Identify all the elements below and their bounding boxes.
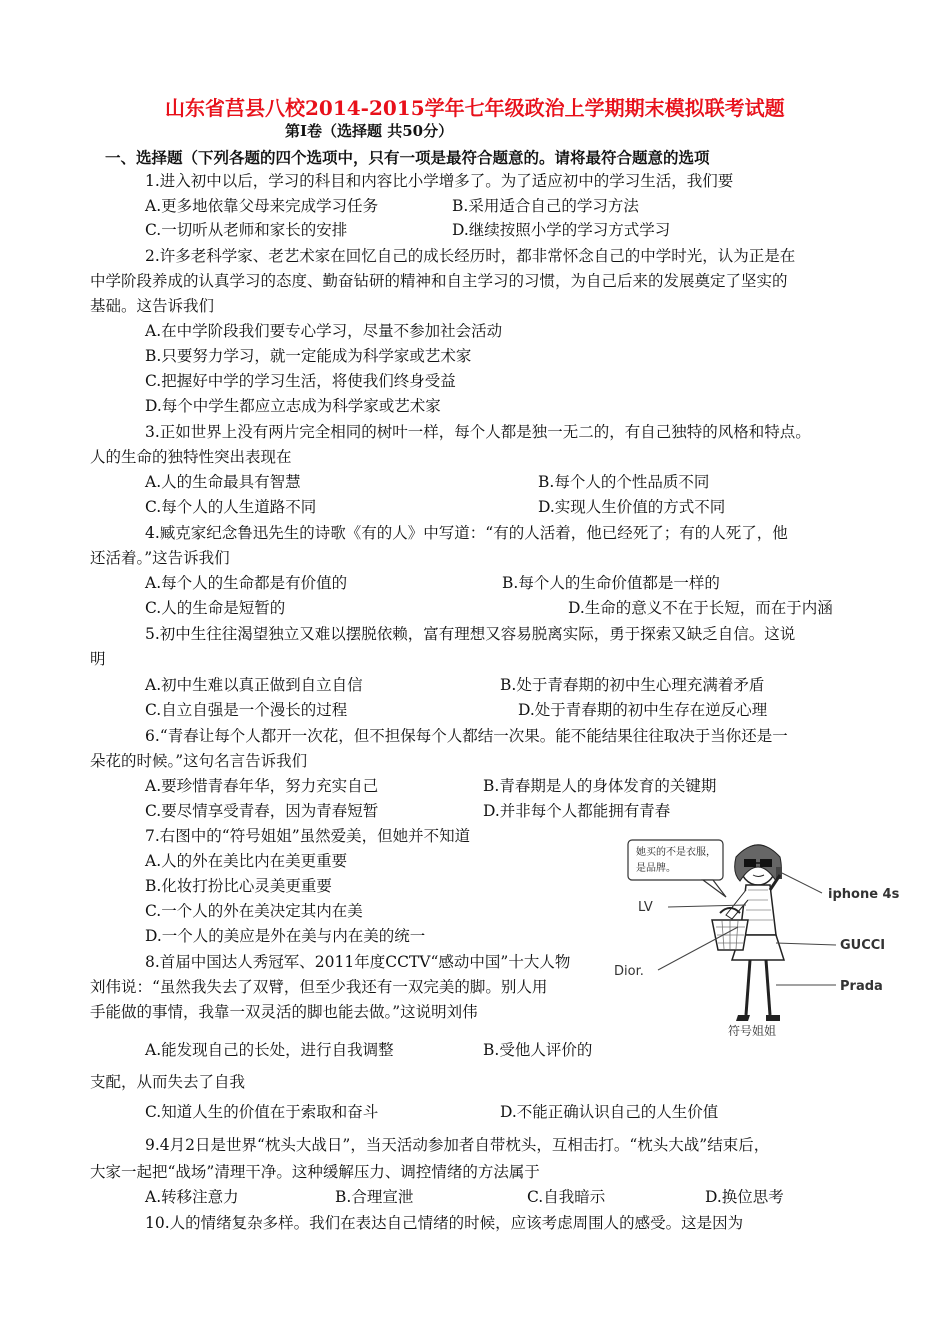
- question-9-stem-cont: 大家一起把“战场”清理干净。这种缓解压力、调控情绪的方法属于: [90, 1163, 540, 1181]
- q1-option-b: B.采用适合自己的学习方法: [452, 197, 639, 215]
- section-heading: 一、选择题（下列各题的四个选项中，只有一项是最符合题意的。请将最符合题意的选项: [105, 148, 710, 167]
- q7-option-b: B.化妆打扮比心灵美更重要: [145, 877, 332, 895]
- label-gucci: GUCCI: [840, 938, 886, 953]
- speech-text: 她买的不是衣服，: [636, 847, 716, 858]
- cartoon-drawing: [608, 835, 908, 1040]
- q3-option-a: A.人的生命最具有智慧: [145, 473, 301, 491]
- q8-option-b: B.受他人评价的: [483, 1041, 593, 1059]
- question-8-stem: 8.首届中国达人秀冠军、2011年度CCTV“感动中国”十大人物: [145, 953, 571, 971]
- q1-option-d: D.继续按照小学的学习方式学习: [452, 221, 671, 239]
- question-8-stem-cont: 手能做的事情，我靠一双灵活的脚也能去做。”这说明刘伟: [90, 1003, 478, 1021]
- q8-option-d: D.不能正确认识自己的人生价值: [500, 1103, 719, 1121]
- question-3-stem: 3.正如世界上没有两片完全相同的树叶一样，每个人都是独一无二的，有自己独特的风格和特点。: [145, 423, 811, 441]
- q3-option-d: D.实现人生价值的方式不同: [538, 498, 726, 516]
- q6-option-b: B.青春期是人的身体发育的关键期: [483, 777, 717, 795]
- question-7-stem: 7.右图中的“符号姐姐”虽然爱美，但她并不知道: [145, 827, 471, 845]
- question-5-stem: 5.初中生往往渴望独立又难以摆脱依赖，富有理想又容易脱离实际，勇于探索又缺乏自信。这说: [145, 625, 796, 643]
- q9-option-c: C.自我暗示: [527, 1188, 606, 1206]
- q6-option-d: D.并非每个人都能拥有青春: [483, 802, 671, 820]
- q7-option-c: C.一个人的外在美决定其内在美: [145, 902, 363, 920]
- question-2-stem-cont: 基础。这告诉我们: [90, 297, 215, 315]
- exam-title: 山东省莒县八校2014-2015学年七年级政治上学期期末模拟联考试题: [165, 96, 785, 120]
- label-lv: LV: [638, 900, 653, 915]
- speech-text: 是品牌。: [636, 863, 676, 874]
- question-1-stem: 1.进入初中以后，学习的科目和内容比小学增多了。为了适应初中的学习生活，我们要: [145, 172, 734, 190]
- figure-caption: 符号姐姐: [728, 1024, 777, 1038]
- q2-option-d: D.每个中学生都应立志成为科学家或艺术家: [145, 397, 441, 415]
- question-3-stem-cont: 人的生命的独特性突出表现在: [90, 448, 292, 466]
- q9-option-a: A.转移注意力: [145, 1188, 239, 1206]
- question-2-stem-cont: 中学阶段养成的认真学习的态度、勤奋钻研的精神和自主学习的习惯，为自己后来的发展奠定了坚实的: [90, 272, 788, 290]
- label-dior: Dior.: [614, 964, 644, 979]
- question-5-stem-cont: 明: [90, 650, 106, 668]
- q4-option-b: B.每个人的生命价值都是一样的: [502, 574, 720, 592]
- question-6-stem-cont: 朵花的时候。”这句名言告诉我们: [90, 752, 308, 770]
- q7-option-a: A.人的外在美比内在美更重要: [145, 852, 348, 870]
- question-6-stem: 6.“青春让每个人都开一次花，但不担保每个人都结一次果。能不能结果往往取决于当你还是一: [145, 727, 788, 745]
- question-4-stem: 4.臧克家纪念鲁迅先生的诗歌《有的人》中写道：“有的人活着，他已经死了；有的人死了，他: [145, 524, 788, 542]
- q2-option-a: A.在中学阶段我们要专心学习，尽量不参加社会活动: [145, 322, 503, 340]
- q9-option-b: B.合理宣泄: [335, 1188, 414, 1206]
- q4-option-d: D.生命的意义不在于长短，而在于内涵: [568, 599, 833, 617]
- q4-option-a: A.每个人的生命都是有价值的: [145, 574, 348, 592]
- q7-option-d: D.一个人的美应是外在美与内在美的统一: [145, 927, 426, 945]
- q8-option-b-cont: 支配，从而失去了自我: [90, 1073, 246, 1091]
- q1-option-a: A.更多地依靠父母来完成学习任务: [145, 197, 379, 215]
- q3-option-c: C.每个人的人生道路不同: [145, 498, 317, 516]
- q5-option-b: B.处于青春期的初中生心理充满着矛盾: [500, 676, 765, 694]
- q8-option-c: C.知道人生的价值在于索取和奋斗: [145, 1103, 379, 1121]
- q5-option-c: C.自立自强是一个漫长的过程: [145, 701, 348, 719]
- q5-option-a: A.初中生难以真正做到自立自信: [145, 676, 363, 694]
- part-heading: 第Ⅰ卷（选择题 共50分）: [285, 122, 454, 140]
- question-8-stem-cont: 刘伟说：“虽然我失去了双臂，但至少我还有一双完美的脚。别人用: [90, 978, 548, 996]
- question-2-stem: 2.许多老科学家、老艺术家在回忆自己的成长经历时，都非常怀念自己的中学时光，认为正是在: [145, 247, 796, 265]
- speech-bubble: [628, 840, 723, 880]
- question-10-stem: 10.人的情绪复杂多样。我们在表达自己情绪的时候，应该考虑周围人的感受。这是因为: [145, 1214, 744, 1232]
- label-prada: Prada: [840, 979, 883, 994]
- sunglasses: [744, 859, 756, 867]
- q5-option-d: D.处于青春期的初中生存在逆反心理: [518, 701, 768, 719]
- q8-option-a: A.能发现自己的长处，进行自我调整: [145, 1041, 394, 1059]
- q2-option-b: B.只要努力学习，就一定能成为科学家或艺术家: [145, 347, 472, 365]
- q6-option-c: C.要尽情享受青春，因为青春短暂: [145, 802, 379, 820]
- question-4-stem-cont: 还活着。”这告诉我们: [90, 549, 230, 567]
- q4-option-c: C.人的生命是短暂的: [145, 599, 286, 617]
- q1-option-c: C.一切听从老师和家长的安排: [145, 221, 348, 239]
- q9-option-d: D.换位思考: [705, 1188, 784, 1206]
- cartoon-figure: [608, 835, 908, 1040]
- q6-option-a: A.要珍惜青春年华，努力充实自己: [145, 777, 379, 795]
- q2-option-c: C.把握好中学的学习生活，将使我们终身受益: [145, 372, 456, 390]
- label-iphone: iphone 4s: [828, 887, 900, 902]
- q3-option-b: B.每个人的个性品质不同: [538, 473, 710, 491]
- question-9-stem: 9.4月2日是世界“枕头大战日”，当天活动参加者自带枕头，互相击打。“枕头大战”结束后，: [145, 1136, 770, 1154]
